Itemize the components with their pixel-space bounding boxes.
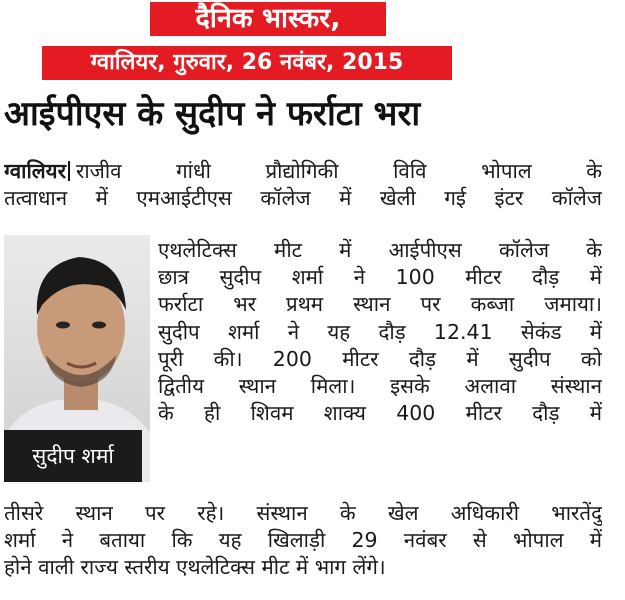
newspaper-masthead: दैनिक भास्कर, <box>150 2 386 36</box>
article-body-bottom <box>4 500 602 582</box>
article-line-10: तीसरे स्थान पर रहे। संस्थान के खेल अधिकारी भारतेंदु <box>4 501 602 525</box>
article-line-12: होने वाली राज्य स्तरीय एथलेटिक्स मीट में भाग लेंगे। <box>4 555 386 580</box>
photo-caption: सुदीप शर्मा <box>4 430 142 482</box>
dateline-banner: ग्वालियर, गुरुवार, 26 नवंबर, 2015 <box>42 46 452 80</box>
article-body-top <box>4 158 602 212</box>
article-line-3: एथलेटिक्स मीट में आईपीएस कॉलेज के <box>158 238 602 262</box>
article-line-4: छात्र सुदीप शर्मा ने 100 मीटर दौड़ में <box>158 265 602 290</box>
article-line-11: शर्मा ने बताया कि यह खिलाड़ी 29 नवंबर से भोपाल में <box>4 528 602 553</box>
article-location: ग्वालियर <box>4 159 66 183</box>
article-line-8: द्वितीय स्थान मिला। इसके अलावा संस्थान <box>158 374 602 399</box>
article-line-6: सुदीप शर्मा ने यह दौड़ 12.41 सेकंड में <box>158 319 602 344</box>
article-line-2: तत्वाधान में एमआईटीएस कॉलेज में खेली गई इंटर कॉलेज <box>4 186 602 211</box>
article-line-1: ग्वालियर राजीव गांधी प्रौद्योगिकी विवि भोपाल के <box>4 159 602 183</box>
location-separator <box>68 161 70 181</box>
article-line-7: पूरी की। 200 मीटर दौड़ में सुदीप को <box>158 346 602 371</box>
article-line-5: फर्राटा भर प्रथम स्थान पर कब्जा जमाया। <box>158 292 602 317</box>
article-headline: आईपीएस के सुदीप ने फर्राटा भरा <box>4 94 421 134</box>
article-line-9: के ही शिवम शाक्य 400 मीटर दौड़ में <box>158 401 602 426</box>
article-body-wrap <box>158 237 602 427</box>
